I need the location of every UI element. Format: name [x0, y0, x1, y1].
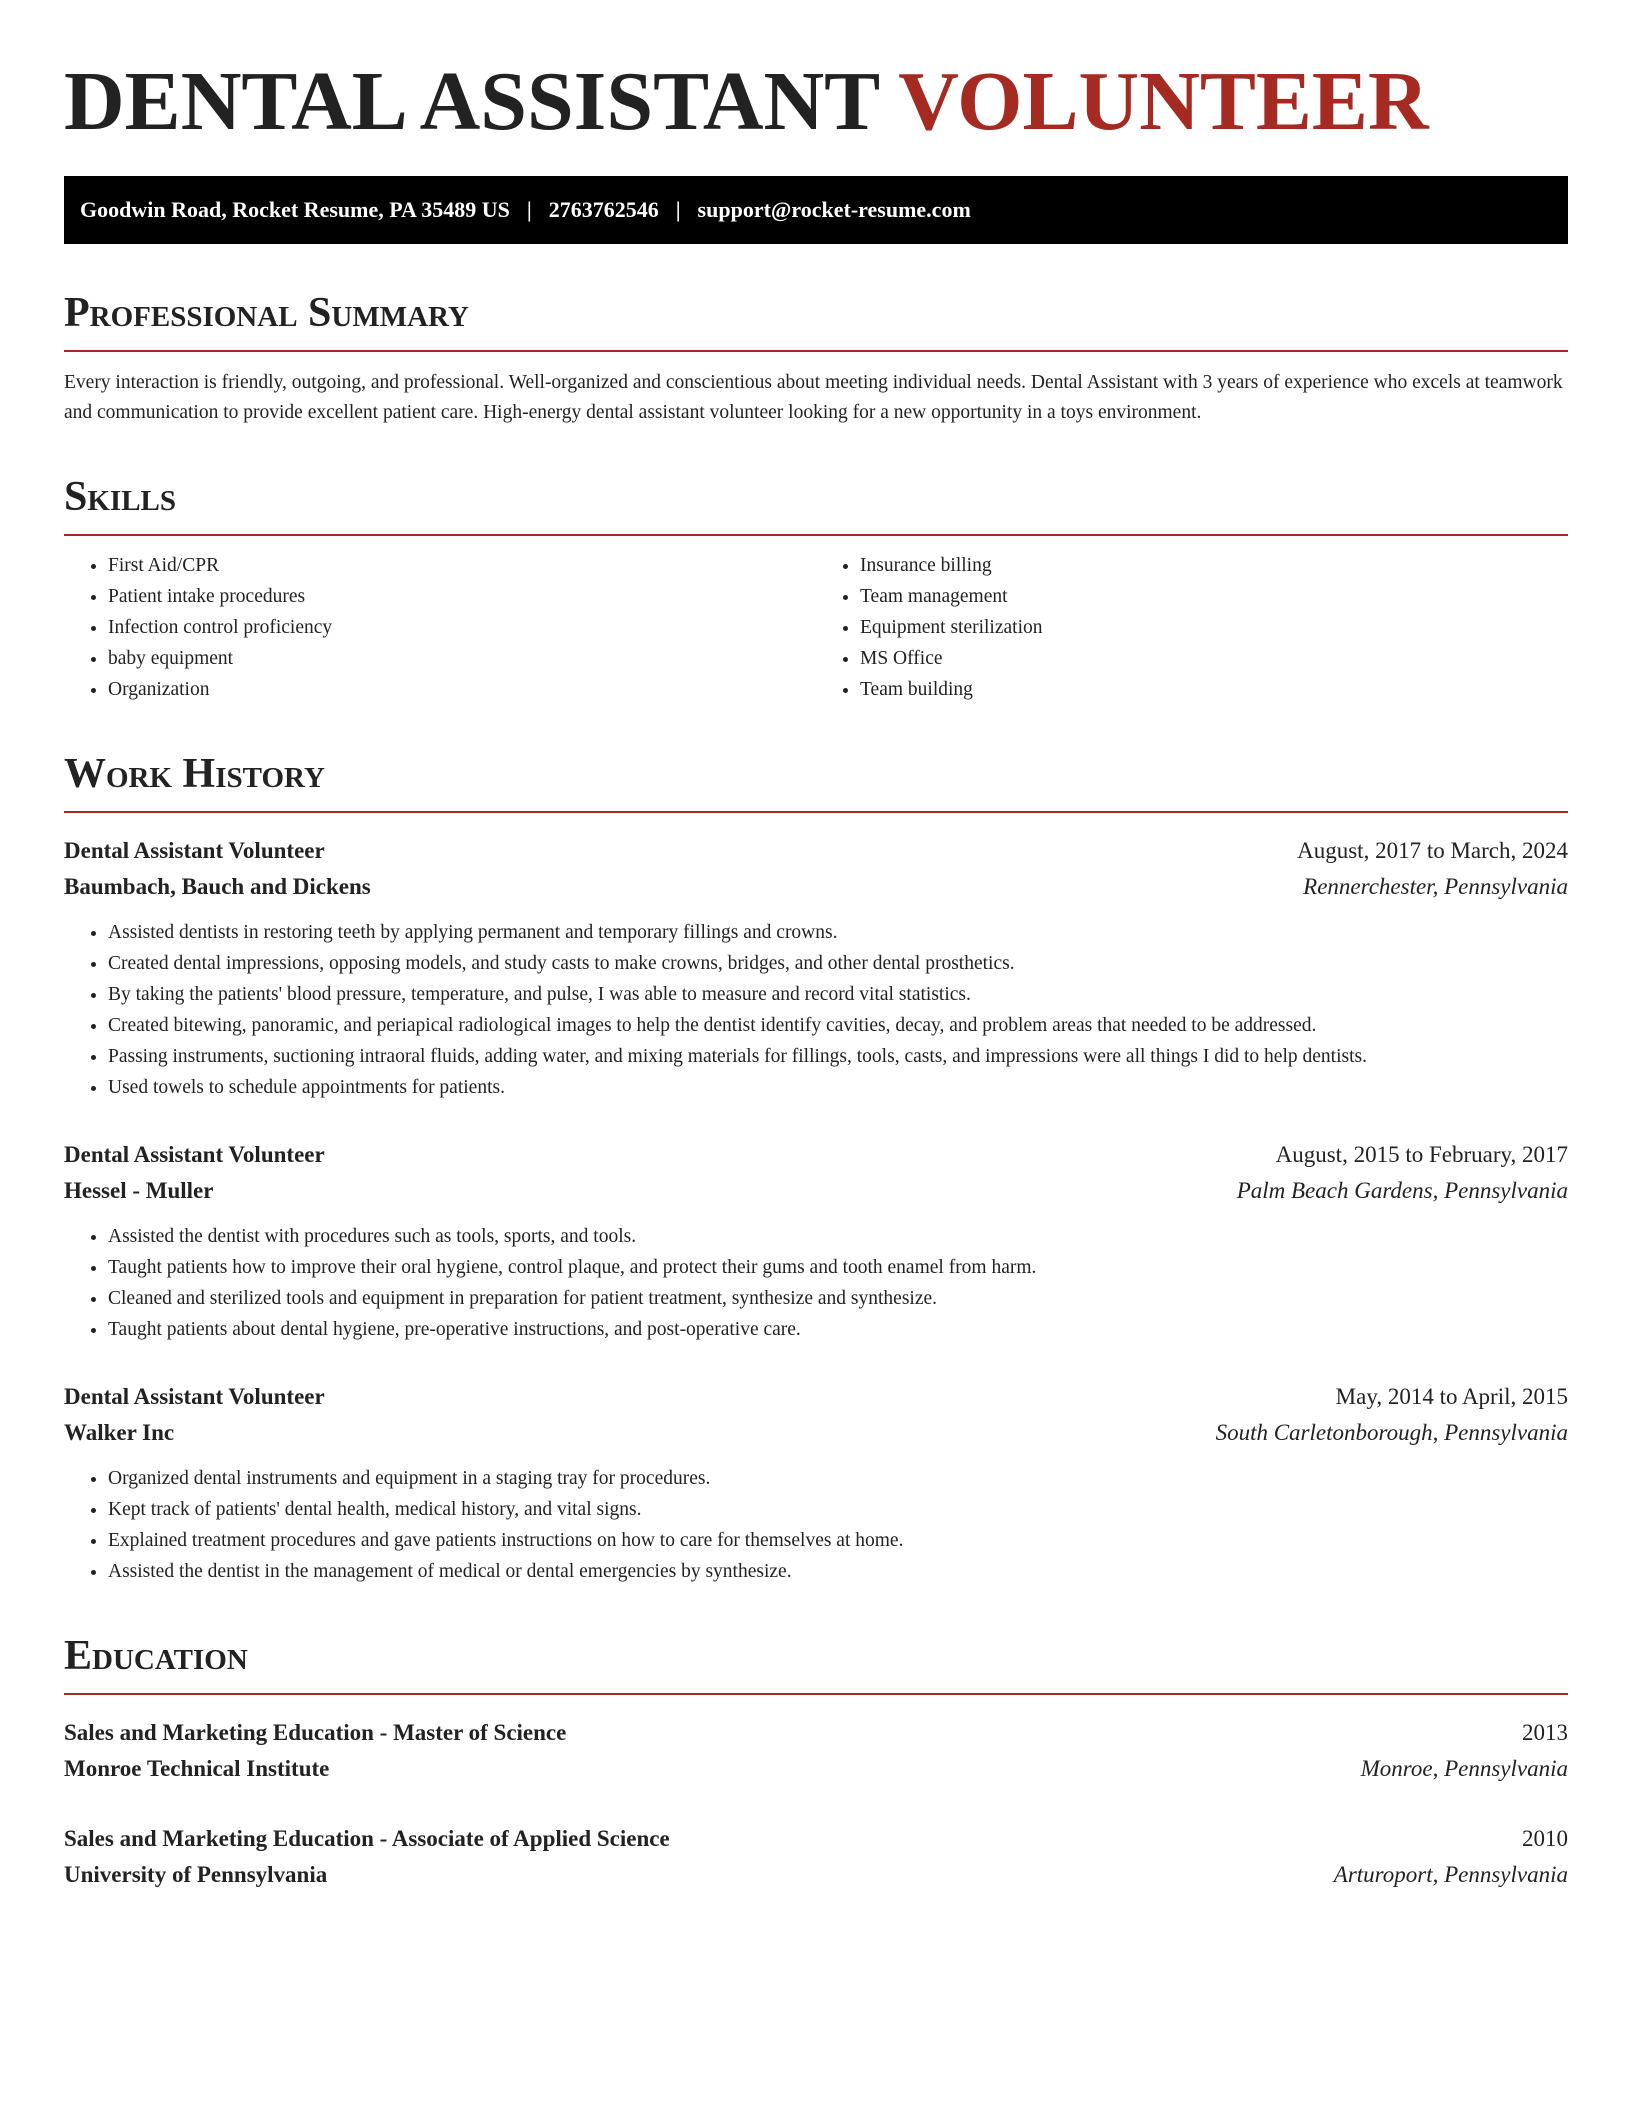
- job-company-row: [64, 869, 1568, 905]
- section-title-education: Education: [64, 1631, 1568, 1695]
- job-dates: May, 2014 to April, 2015: [1335, 1384, 1568, 1409]
- section-title-skills: Skills: [64, 472, 1568, 536]
- job-location: South Carletonborough, Pennsylvania: [1215, 1420, 1568, 1445]
- job-duty: • Explained treatment procedures and gave patients instructions on how to care for themselves at home.: [108, 1525, 1568, 1556]
- skill-item: • Equipment sterilization: [860, 612, 1568, 643]
- contact-email: support@rocket-resume.com: [697, 197, 971, 222]
- skill-item: • First Aid/CPR: [108, 550, 816, 581]
- job-company: Walker Inc: [64, 1420, 175, 1445]
- education-school: Monroe Technical Institute: [64, 1756, 330, 1781]
- skill-item: • Insurance billing: [860, 550, 1568, 581]
- contact-phone: 2763762546: [548, 197, 659, 222]
- job-duty: • Assisted the dentist in the management of medical or dental emergencies by synthesize.: [108, 1556, 1568, 1587]
- job-dates: August, 2015 to February, 2017: [1275, 1142, 1568, 1167]
- job-duty: • Assisted dentists in restoring teeth by applying permanent and temporary fillings and crowns.: [108, 917, 1568, 948]
- education-degree-row: [64, 1821, 1568, 1857]
- job-duty: • By taking the patients' blood pressure, temperature, and pulse, I was able to measure and record vital statistics.: [108, 979, 1568, 1010]
- skills-column-right: [816, 550, 1568, 705]
- education-location: Monroe, Pennsylvania: [1360, 1756, 1568, 1781]
- education-year: 2013: [1522, 1720, 1568, 1745]
- job-dates: August, 2017 to March, 2024: [1297, 838, 1568, 863]
- skill-item: • Team management: [860, 581, 1568, 612]
- job-duty: • Taught patients about dental hygiene, pre-operative instructions, and post-operative care.: [108, 1314, 1568, 1345]
- job-duty: • Taught patients how to improve their oral hygiene, control plaque, and protect their gums and tooth enamel from harm.: [108, 1252, 1568, 1283]
- job-location: Palm Beach Gardens, Pennsylvania: [1236, 1178, 1568, 1203]
- skill-item: • Team building: [860, 674, 1568, 705]
- skill-item: • MS Office: [860, 643, 1568, 674]
- name-primary: DENTAL ASSISTANT: [64, 55, 879, 148]
- job-entry: [64, 1379, 1568, 1587]
- education-school-row: [64, 1751, 1568, 1787]
- contact-address: Goodwin Road, Rocket Resume, PA 35489 US: [80, 197, 510, 222]
- education-school: University of Pennsylvania: [64, 1862, 328, 1887]
- candidate-name: [64, 52, 1568, 152]
- job-title: Dental Assistant Volunteer: [64, 838, 325, 863]
- job-location: Rennerchester, Pennsylvania: [1303, 874, 1568, 899]
- contact-separator: |: [526, 197, 532, 222]
- job-duty: • Created bitewing, panoramic, and periapical radiological images to help the dentist identify cavities, decay, and problem areas that needed to be addressed.: [108, 1010, 1568, 1041]
- job-entry: [64, 1137, 1568, 1345]
- job-duty: • Created dental impressions, opposing models, and study casts to make crowns, bridges, and other dental prosthetics.: [108, 948, 1568, 979]
- job-duty: • Organized dental instruments and equipment in a staging tray for procedures.: [108, 1463, 1568, 1494]
- job-header-row: [64, 1379, 1568, 1415]
- job-duties: [64, 1221, 1568, 1345]
- job-company-row: [64, 1415, 1568, 1451]
- job-duty: • Cleaned and sterilized tools and equipment in preparation for patient treatment, synthesize and synthesize.: [108, 1283, 1568, 1314]
- job-duties: [64, 1463, 1568, 1587]
- section-title-summary: Professional Summary: [64, 288, 1568, 352]
- contact-bar: [64, 176, 1568, 244]
- job-duties: [64, 917, 1568, 1103]
- job-duty: • Used towels to schedule appointments for patients.: [108, 1072, 1568, 1103]
- skills-column-left: [64, 550, 816, 705]
- section-title-work-history: Work History: [64, 749, 1568, 813]
- job-duty: • Assisted the dentist with procedures such as tools, sports, and tools.: [108, 1221, 1568, 1252]
- skill-item: • baby equipment: [108, 643, 816, 674]
- summary-text: Every interaction is friendly, outgoing, and professional. Well-organized and conscientious about meeting individual needs. Dental Assistant with 3 years of experience who excels at teamwork and communication to provide excellent patient care. High-energy dental assistant volunteer looking for a new opportunity in a toys environment.: [64, 372, 1563, 423]
- job-header-row: [64, 833, 1568, 869]
- job-entry: [64, 833, 1568, 1103]
- name-accent: VOLUNTEER: [898, 55, 1429, 148]
- skills-list: [64, 550, 1568, 705]
- skill-item: • Organization: [108, 674, 816, 705]
- job-company-row: [64, 1173, 1568, 1209]
- skill-item: • Patient intake procedures: [108, 581, 816, 612]
- job-company: Baumbach, Bauch and Dickens: [64, 874, 371, 899]
- job-duty: • Kept track of patients' dental health, medical history, and vital signs.: [108, 1494, 1568, 1525]
- skill-item: • Infection control proficiency: [108, 612, 816, 643]
- education-year: 2010: [1522, 1826, 1568, 1851]
- education-degree-row: [64, 1715, 1568, 1751]
- job-title: Dental Assistant Volunteer: [64, 1142, 325, 1167]
- education-location: Arturoport, Pennsylvania: [1333, 1862, 1568, 1887]
- education-school-row: [64, 1857, 1568, 1893]
- education-entry: [64, 1715, 1568, 1787]
- contact-separator: |: [675, 197, 681, 222]
- job-duty: • Passing instruments, suctioning intraoral fluids, adding water, and mixing materials for fillings, tools, casts, and impressions were all things I did to help dentists.: [108, 1041, 1568, 1072]
- education-entry: [64, 1821, 1568, 1893]
- job-header-row: [64, 1137, 1568, 1173]
- job-company: Hessel - Muller: [64, 1178, 214, 1203]
- education-degree: Sales and Marketing Education - Master of Science: [64, 1720, 567, 1745]
- job-title: Dental Assistant Volunteer: [64, 1384, 325, 1409]
- education-degree: Sales and Marketing Education - Associate of Applied Science: [64, 1826, 670, 1851]
